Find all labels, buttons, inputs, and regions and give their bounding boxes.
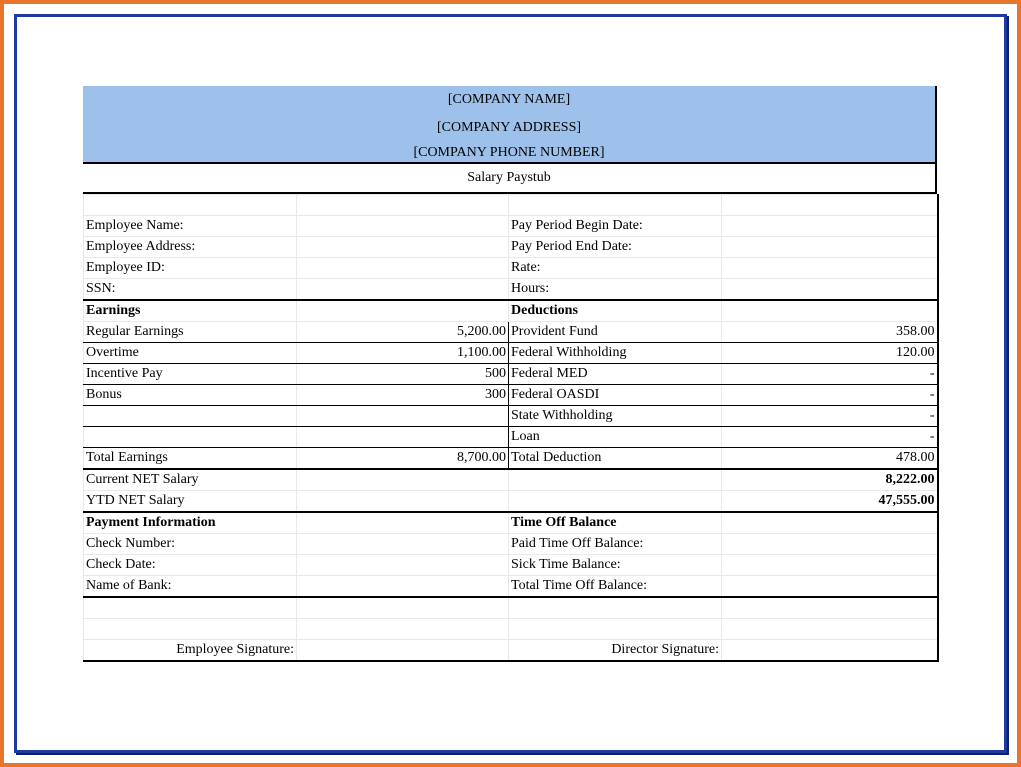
current-net-amount[interactable]: 8,222.00 (722, 469, 938, 491)
current-net-label: Current NET Salary (84, 469, 297, 491)
ytd-net-label: YTD NET Salary (84, 491, 297, 513)
total-time-off-label: Total Time Off Balance: (509, 576, 722, 598)
director-signature-field[interactable] (722, 639, 938, 661)
earning-label: Regular Earnings (84, 322, 297, 343)
check-number-label: Check Number: (84, 534, 297, 555)
earning-amount[interactable]: 300 (297, 385, 509, 406)
total-deduction-amount[interactable]: 478.00 (722, 448, 938, 470)
employee-id-value[interactable] (297, 258, 509, 279)
paid-time-off-label: Paid Time Off Balance: (509, 534, 722, 555)
company-name[interactable]: [COMPANY NAME] (447, 92, 571, 107)
check-number-value[interactable] (297, 534, 509, 555)
rate-value[interactable] (722, 258, 938, 279)
payment-info-heading: Payment Information (84, 512, 297, 534)
employee-signature-label: Employee Signature: (84, 639, 297, 661)
sick-time-label: Sick Time Balance: (509, 555, 722, 576)
company-address[interactable]: [COMPANY ADDRESS] (436, 120, 582, 135)
ssn-value[interactable] (297, 279, 509, 301)
deduction-label: Federal MED (509, 364, 722, 385)
deduction-amount[interactable]: 358.00 (722, 322, 938, 343)
total-deduction-label: Total Deduction (509, 448, 722, 470)
hours-label: Hours: (509, 279, 722, 301)
earning-label: Bonus (84, 385, 297, 406)
check-date-value[interactable] (297, 555, 509, 576)
paystub-sheet (83, 86, 937, 662)
employee-address-label: Employee Address: (84, 237, 297, 258)
total-time-off-value[interactable] (722, 576, 938, 598)
earning-amount[interactable] (297, 406, 509, 427)
ssn-label: SSN: (84, 279, 297, 301)
earnings-heading: Earnings (84, 300, 297, 322)
deduction-label: Provident Fund (509, 322, 722, 343)
earning-amount[interactable]: 5,200.00 (297, 322, 509, 343)
deduction-label: Loan (509, 427, 722, 448)
pay-end-label: Pay Period End Date: (509, 237, 722, 258)
ytd-net-amount[interactable]: 47,555.00 (722, 491, 938, 513)
deduction-amount[interactable]: 120.00 (722, 343, 938, 364)
employee-address-value[interactable] (297, 237, 509, 258)
pay-end-value[interactable] (722, 237, 938, 258)
employee-signature-field[interactable] (297, 639, 509, 661)
pay-begin-label: Pay Period Begin Date: (509, 216, 722, 237)
deduction-amount[interactable]: - (722, 385, 938, 406)
earning-label (84, 406, 297, 427)
earning-amount[interactable]: 1,100.00 (297, 343, 509, 364)
earning-amount[interactable]: 500 (297, 364, 509, 385)
company-phone[interactable]: [COMPANY PHONE NUMBER] (413, 145, 605, 160)
rate-label: Rate: (509, 258, 722, 279)
deduction-label: Federal Withholding (509, 343, 722, 364)
time-off-heading: Time Off Balance (509, 512, 722, 534)
hours-value[interactable] (722, 279, 938, 301)
deduction-amount[interactable]: - (722, 364, 938, 385)
director-signature-label: Director Signature: (509, 639, 722, 661)
earning-label (84, 427, 297, 448)
company-header (83, 86, 937, 164)
employee-name-value[interactable] (297, 216, 509, 237)
earning-label: Incentive Pay (84, 364, 297, 385)
pay-begin-value[interactable] (722, 216, 938, 237)
deduction-label: State Withholding (509, 406, 722, 427)
paid-time-off-value[interactable] (722, 534, 938, 555)
earning-label: Overtime (84, 343, 297, 364)
deductions-heading: Deductions (509, 300, 722, 322)
bank-name-label: Name of Bank: (84, 576, 297, 598)
deduction-amount[interactable]: - (722, 406, 938, 427)
employee-name-label: Employee Name: (84, 216, 297, 237)
earning-amount[interactable] (297, 427, 509, 448)
paystub-title[interactable]: Salary Paystub (83, 164, 937, 194)
deduction-amount[interactable]: - (722, 427, 938, 448)
total-earnings-amount[interactable]: 8,700.00 (297, 448, 509, 470)
paystub-table (83, 194, 939, 662)
total-earnings-label: Total Earnings (84, 448, 297, 470)
employee-id-label: Employee ID: (84, 258, 297, 279)
deduction-label: Federal OASDI (509, 385, 722, 406)
bank-name-value[interactable] (297, 576, 509, 598)
sick-time-value[interactable] (722, 555, 938, 576)
check-date-label: Check Date: (84, 555, 297, 576)
